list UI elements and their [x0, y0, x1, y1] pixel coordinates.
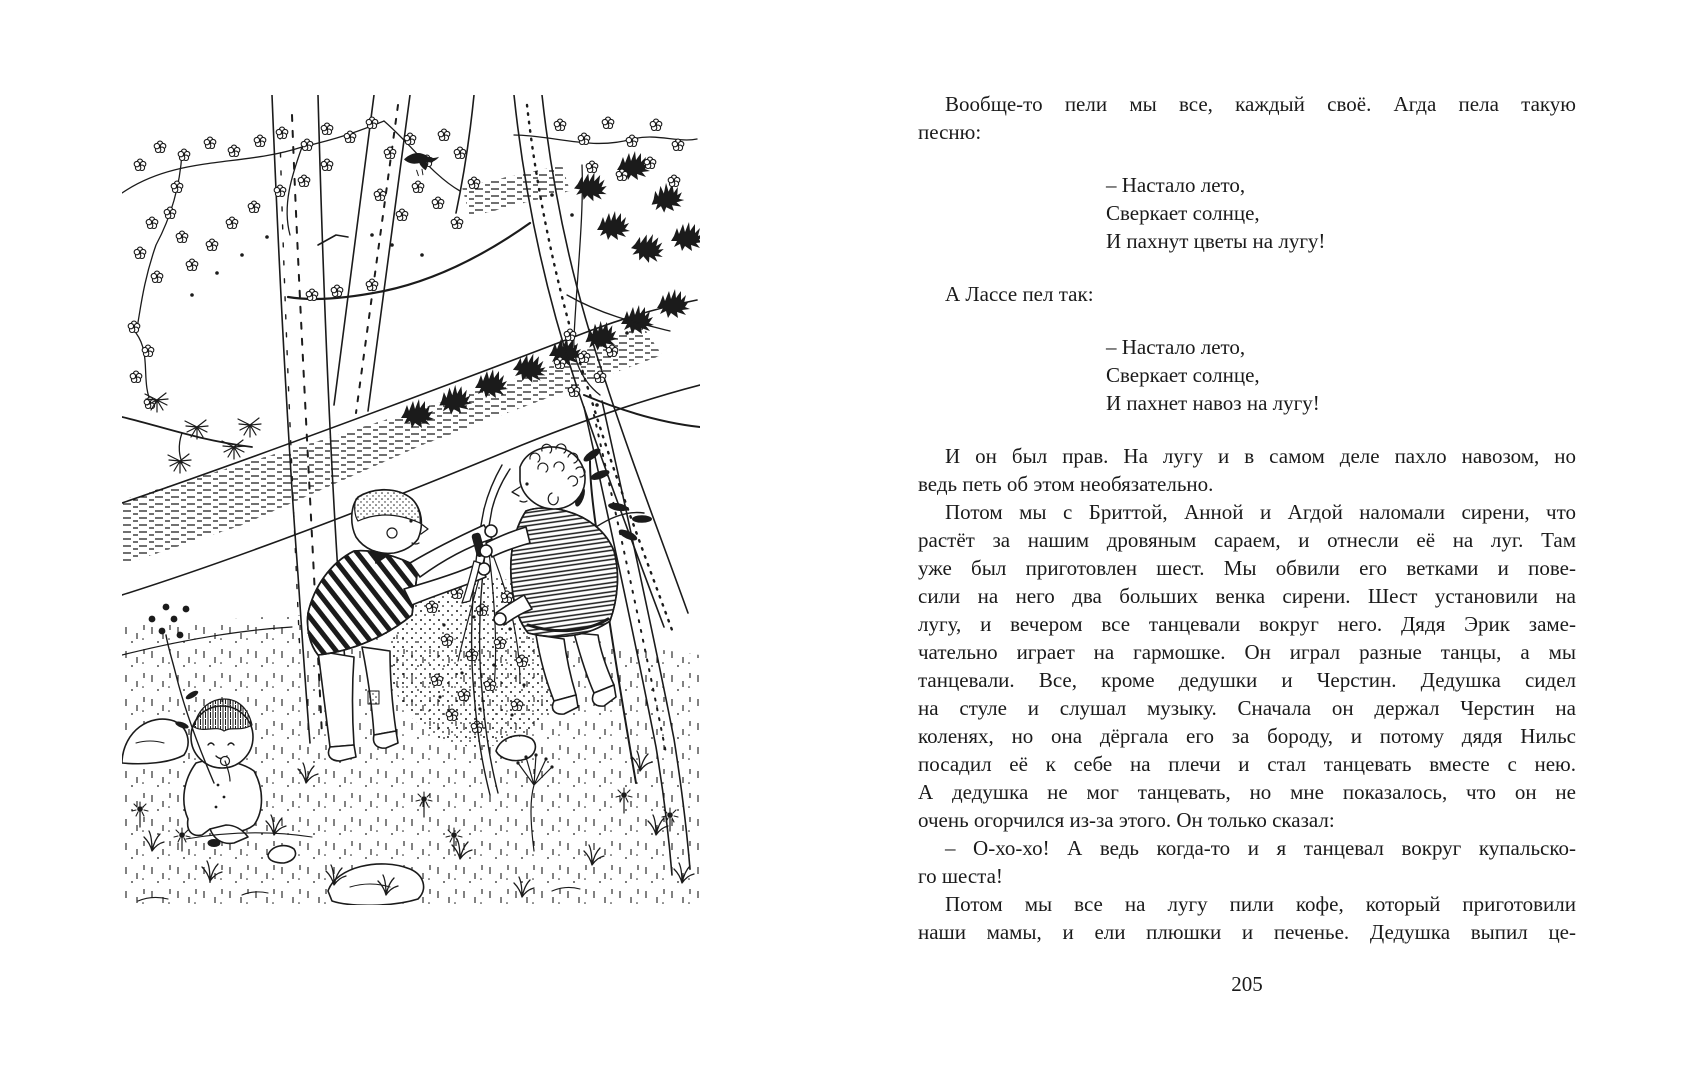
text-line: посадил её к себе на плечи и стал танцевать вместе с нею. — [918, 752, 1576, 776]
verse-block — [918, 171, 1576, 255]
text-line: уже был приготовлен шест. Мы обвили его ветками и пове- — [918, 556, 1576, 580]
text-line: Вообще-то пели мы все, каждый своё. Агда пела такую — [945, 92, 1576, 116]
text-line: на стуле и слушал музыку. Сначала он держал Черстин на — [918, 696, 1576, 720]
text-line: го шеста! — [918, 864, 1003, 888]
text-line: ведь петь об этом необязательно. — [918, 472, 1214, 496]
text-line: – Настало лето, — [1106, 173, 1246, 197]
text-line: лугу, и вечером все танцевали вокруг него. Дядя Эрик заме- — [918, 612, 1576, 636]
text-line: наши мамы, и ели плюшки и печенье. Дедушка выпил це- — [918, 920, 1576, 944]
text-line: песню: — [918, 120, 982, 144]
paragraph — [918, 890, 1576, 946]
paragraph — [918, 498, 1576, 834]
text-line: Сверкает солнце, — [1106, 363, 1260, 387]
text-line: А Лассе пел так: — [945, 282, 1094, 306]
paragraph — [918, 280, 1576, 308]
text-line: – О-хо-хо! А ведь когда-то и я танцевал вокруг купальско- — [945, 836, 1576, 860]
text-column — [918, 90, 1576, 946]
text-line: Потом мы с Бриттой, Анной и Агдой наломали сирени, что — [945, 500, 1576, 524]
paragraph — [918, 90, 1576, 146]
text-line: Потом мы все на лугу пили кофе, который приготовили — [945, 892, 1576, 916]
left-page — [122, 95, 700, 905]
text-line: сили на него два больших венка сирени. Шест установили на — [918, 584, 1576, 608]
bird-silhouette — [404, 153, 439, 176]
text-line: И пахнет навоз на лугу! — [1106, 391, 1320, 415]
text-line: очень огорчился из-за этого. Он только сказал: — [918, 808, 1335, 832]
right-page — [918, 90, 1576, 946]
text-line: А дедушка не мог танцевать, но мне показалось, что он не — [918, 780, 1576, 804]
text-line: И он был прав. На лугу и в самом деле пахло навозом, но — [945, 444, 1576, 468]
text-line: чательно играет на гармошке. Он играл разные танцы, а мы — [918, 640, 1576, 664]
text-line: – Настало лето, — [1106, 335, 1246, 359]
text-line: Сверкает солнце, — [1106, 201, 1260, 225]
paragraph — [918, 442, 1576, 498]
text-line: И пахнут цветы на лугу! — [1106, 229, 1326, 253]
verse-block — [918, 333, 1576, 417]
text-line: коленях, но она дёргала его за бороду, и потому дядя Нильс — [918, 724, 1576, 748]
text-line: растёт за нашим дровяным сараем, и отнесли её на луг. Там — [918, 528, 1576, 552]
paragraph — [918, 834, 1576, 890]
text-line: танцевали. Все, кроме дедушки и Черстин. Дедушка сидел — [918, 668, 1576, 692]
forest-children-illustration — [122, 95, 700, 905]
middle-trunk — [334, 95, 410, 413]
page-number: 205 — [1231, 972, 1263, 996]
